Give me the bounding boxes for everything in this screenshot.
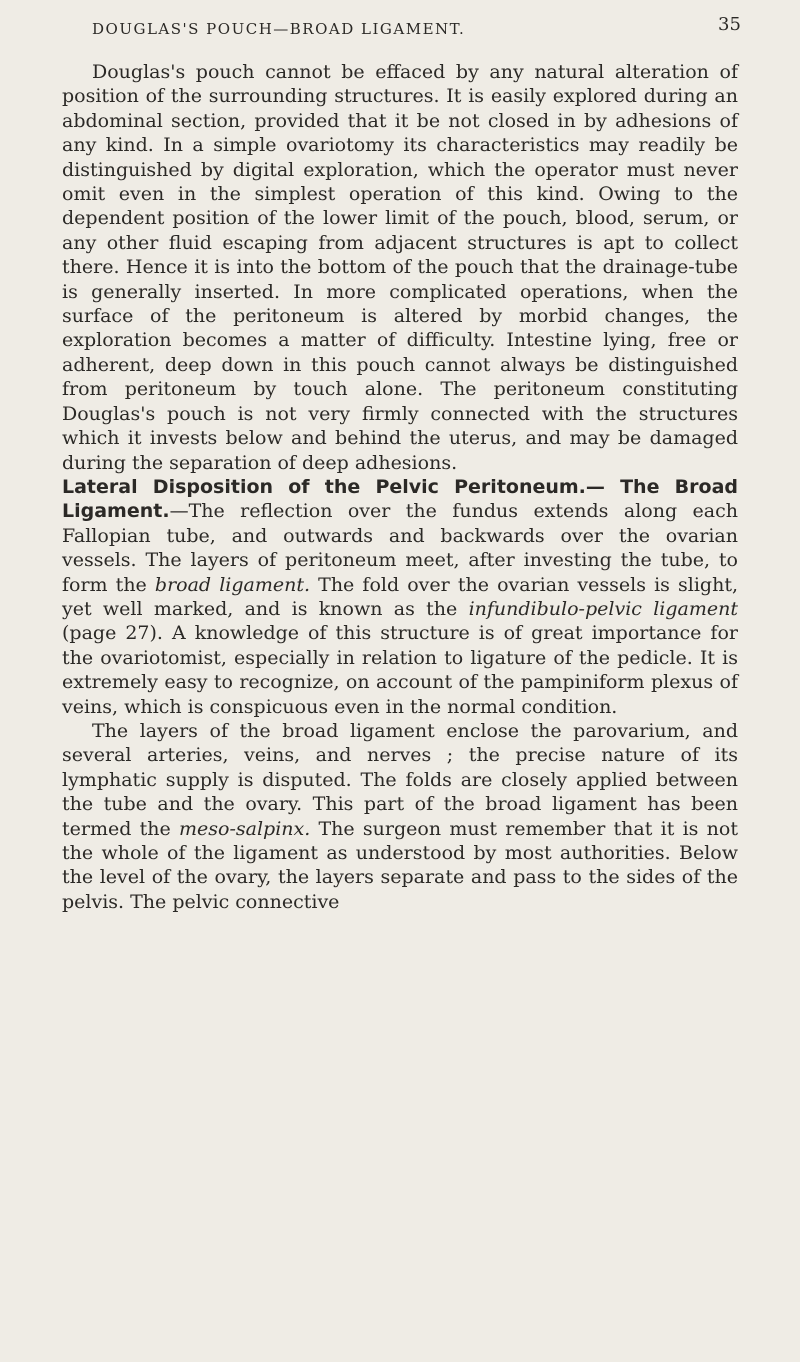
paragraph-douglas-pouch: Douglas's pouch cannot be effaced by any natural alteration of position of the surrounding structures. It is easily explored during an abdominal section, provided that it be not closed in by adhesions of any kind. In a simple ovariotomy its characteristics may readily be distinguished by digital exploration, which the operator must never omit even in the simplest operation of this kind. Owing to the dependent position of the lower limit of the pouch, blood, serum, or any other fluid escaping from adjacent structures is apt to collect there. Hence it is into the bottom of the pouch that the drainage-tube is generally inserted. In more complicated operations, when the surface of the peritoneum is altered by morbid changes, the exploration becomes a matter of difficulty. Intestine lying, free or adherent, deep down in this pouch cannot always be distinguished from peritoneum by touch alone. The peritoneum constituting Douglas's pouch is not very firmly connected with the structures which it invests below and behind the uterus, and may be damaged during the separation of deep adhesions. bbox=[62, 61, 738, 474]
body-text bbox=[62, 60, 738, 914]
running-head-title: DOUGLAS'S POUCH—BROAD LIGAMENT. bbox=[92, 20, 466, 38]
paragraph-text: The layers of the broad ligament enclose the parovarium, and several arteries, veins, and nerves ; the precise nature of its lymphatic supply is disputed. The folds are closely applied between the tube and the ovary. This part of the broad ligament has been termed the bbox=[62, 719, 738, 840]
page-number: 35 bbox=[718, 14, 741, 35]
paragraph-text: —The reflection over the fundus extends along each Fallopian tube, and outwards and backwards over the ovarian vessels. The layers of peritoneum meet, after investing the tube, to form the bbox=[62, 500, 738, 596]
italic-term: meso-salpinx. bbox=[179, 817, 311, 840]
paragraph-text: (page 27). A knowledge of this structure is of great importance for the ovariotomist, especially in relation to ligature of the pedicle. It is extremely easy to recognize, on account of the pampiniform plexus of veins, which is conspicuous even in the normal condition. bbox=[62, 622, 738, 718]
paragraph-broad-ligament bbox=[62, 475, 738, 719]
italic-term: infundibulo-pelvic ligament bbox=[468, 597, 738, 620]
section-heading: Lateral Disposition of the Pelvic Peritoneum.— The Broad Ligament. bbox=[62, 475, 738, 523]
paragraph-text: The fold over the ovarian vessels is slight, yet well marked, and is known as the bbox=[62, 573, 738, 620]
paragraph-layers bbox=[62, 719, 738, 914]
italic-term: broad ligament. bbox=[154, 573, 311, 596]
paragraph-text: The surgeon must remember that it is not the whole of the ligament as understood by most authorities. Below the level of the ovary, the layers separate and pass to the sides of the pelvis. The pelvic connective bbox=[62, 817, 738, 913]
